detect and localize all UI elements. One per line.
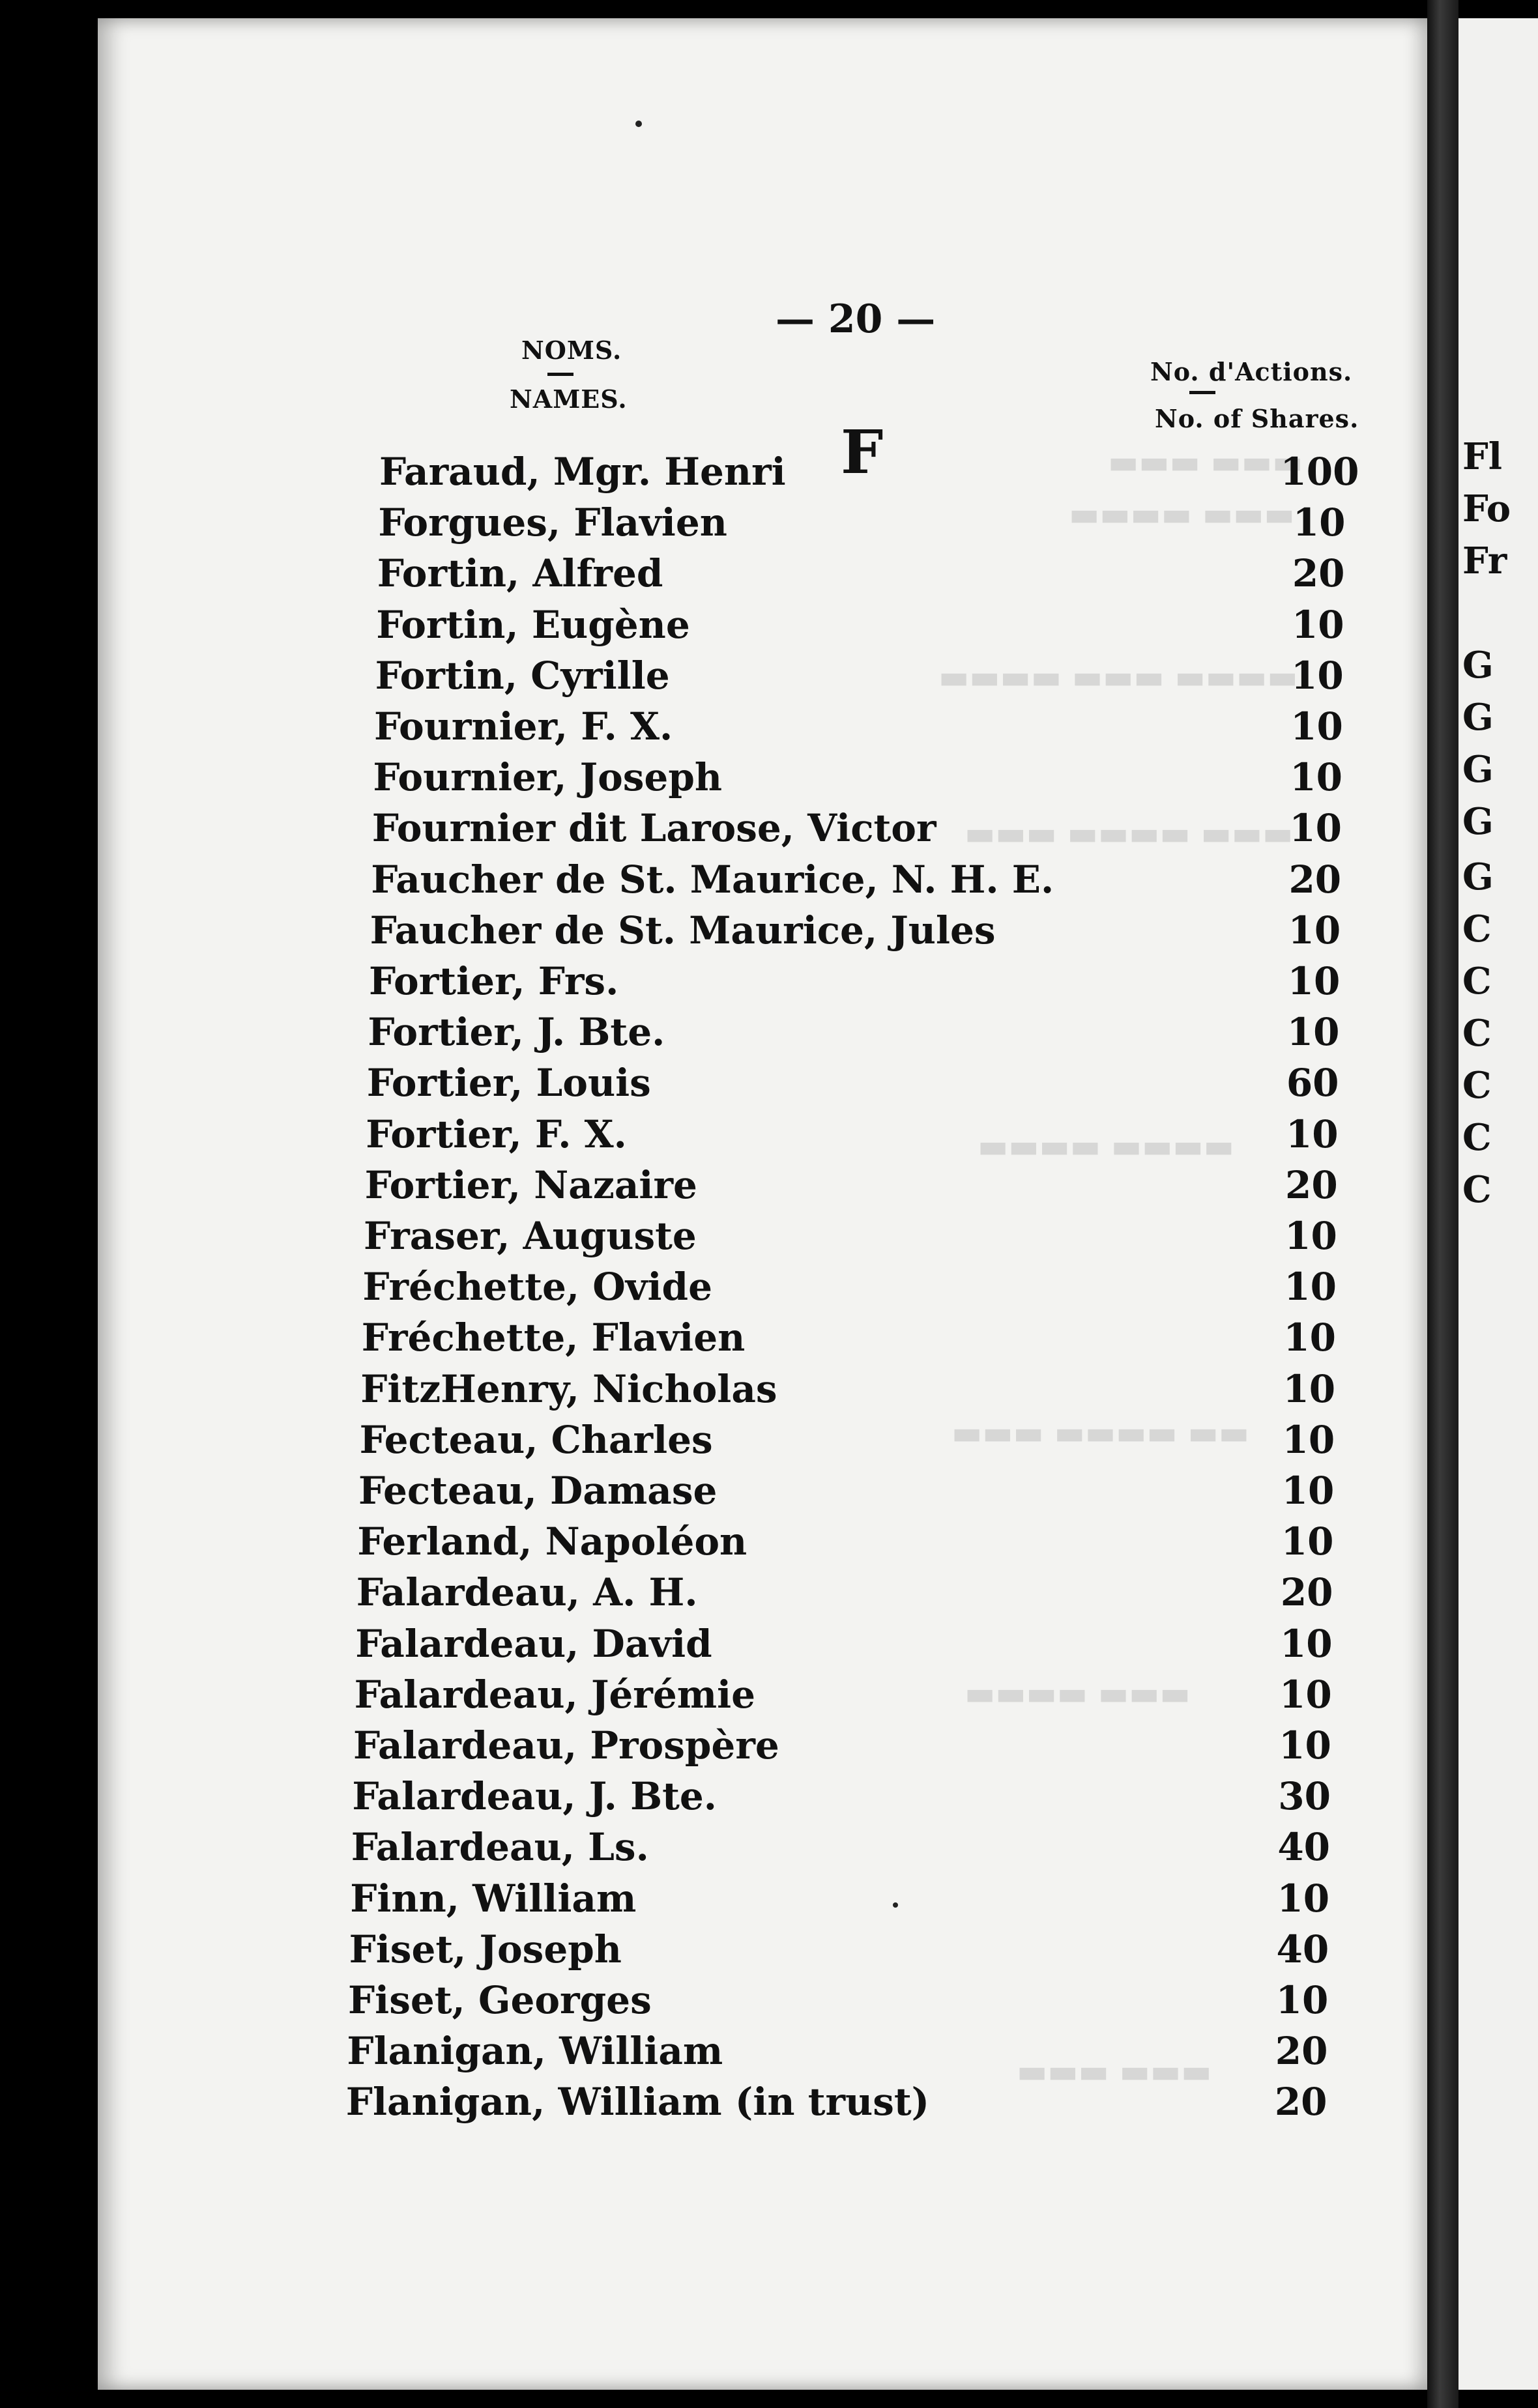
table-row: [0, 1622, 1427, 1672]
table-row: [0, 1010, 1427, 1061]
facing-text-fragment: Fl: [1462, 435, 1503, 478]
shareholder-name: FitzHenry, Nicholas: [360, 1366, 777, 1411]
shareholder-name: Falardeau, David: [355, 1621, 712, 1666]
table-row: [0, 2080, 1427, 2130]
shareholder-name: Falardeau, Prospère: [353, 1723, 779, 1768]
table-row: [0, 551, 1427, 602]
facing-text-fragment: G: [1462, 748, 1494, 791]
share-count: 60: [1286, 1061, 1339, 1106]
shareholder-name: Faucher de St. Maurice, N. H. E.: [371, 857, 1054, 902]
shareholder-name: Faraud, Mgr. Henri: [379, 450, 786, 494]
header-divider: [1189, 391, 1215, 394]
share-count: 10: [1292, 500, 1346, 545]
facing-text-fragment: C: [1462, 1116, 1492, 1159]
share-count: 10: [1284, 1214, 1337, 1258]
share-count: 20: [1285, 1162, 1338, 1207]
table-row: [0, 1570, 1427, 1621]
show-through-text: ▬▬▬▬ ▬▬▬: [965, 1674, 1191, 1712]
facing-text-fragment: C: [1462, 1064, 1492, 1107]
table-row: [0, 1774, 1427, 1825]
table-row: [0, 908, 1427, 959]
shareholder-name: Fréchette, Flavien: [361, 1315, 746, 1360]
table-row: [0, 1163, 1427, 1214]
shareholder-name: Forgues, Flavien: [378, 500, 727, 545]
facing-text-fragment: C: [1462, 908, 1492, 951]
table-row: [0, 1672, 1427, 1723]
table-row: [0, 1112, 1427, 1163]
share-count: 20: [1292, 551, 1345, 596]
shareholder-name: Fortier, Louis: [366, 1061, 651, 1106]
page-number: — 20 —: [776, 296, 936, 342]
shares-header-fr: No. d'Actions.: [1150, 357, 1353, 386]
facing-text-fragment: G: [1462, 696, 1494, 739]
table-row: [0, 959, 1427, 1010]
shareholder-name: Fortier, F. X.: [366, 1111, 627, 1156]
shareholder-name: Fecteau, Damase: [358, 1469, 718, 1513]
share-count: 10: [1282, 1417, 1335, 1462]
shareholder-name: Faucher de St. Maurice, Jules: [370, 908, 996, 953]
share-count: 10: [1283, 1366, 1336, 1411]
shareholder-name: Falardeau, A. H.: [356, 1570, 698, 1615]
header-divider: [547, 373, 573, 376]
share-count: 10: [1279, 1723, 1331, 1768]
table-row: [0, 1723, 1427, 1774]
show-through-text: ▬▬▬ ▬▬▬▬ ▬▬▬: [965, 814, 1294, 852]
facing-text-fragment: C: [1462, 1012, 1492, 1055]
names-header-en: NAMES.: [510, 384, 628, 414]
shareholder-name: Flanigan, William (in trust): [345, 2080, 930, 2125]
share-count: 20: [1275, 2029, 1328, 2074]
show-through-text: ▬▬▬▬ ▬▬▬ ▬▬▬▬: [938, 658, 1298, 696]
show-through-text: ▬▬▬ ▬▬▬▬ ▬▬: [951, 1414, 1249, 1452]
shareholder-name: Fréchette, Ovide: [362, 1265, 712, 1310]
table-row: [0, 653, 1427, 704]
print-speck: [635, 121, 642, 127]
shareholder-name: Flanigan, William: [347, 2029, 723, 2074]
table-row: [0, 1265, 1427, 1315]
shareholder-name: Fortier, J. Bte.: [368, 1010, 665, 1055]
share-count: 10: [1291, 653, 1344, 698]
table-row: [0, 2029, 1427, 2080]
share-count: 10: [1277, 1876, 1330, 1921]
shareholder-name: Fortin, Eugène: [376, 602, 690, 647]
facing-text-fragment: Fr: [1462, 539, 1507, 582]
facing-text-fragment: C: [1462, 960, 1492, 1003]
table-row: [0, 1367, 1427, 1418]
shareholder-name: Fournier, Joseph: [373, 755, 723, 800]
shareholder-name: Fournier dit Larose, Victor: [371, 806, 936, 851]
shares-header-en: No. of Shares.: [1155, 404, 1359, 433]
table-row: [0, 1519, 1427, 1570]
shareholder-name: Fournier, F. X.: [374, 704, 673, 749]
table-row: [0, 1927, 1427, 1978]
shareholder-name: Falardeau, Ls.: [351, 1825, 649, 1870]
facing-page-fragment: [1458, 18, 1538, 2390]
table-row: [0, 1825, 1427, 1876]
show-through-text: ▬▬▬▬ ▬▬▬: [1069, 495, 1295, 533]
share-count: 10: [1279, 1621, 1333, 1666]
share-count: 10: [1288, 908, 1341, 953]
share-count: 10: [1281, 1469, 1335, 1513]
share-count: 10: [1283, 1315, 1337, 1360]
share-count: 100: [1280, 450, 1359, 494]
table-row: [0, 603, 1427, 653]
shareholder-name: Fraser, Auguste: [364, 1214, 697, 1258]
table-row: [0, 1061, 1427, 1111]
table-row: [0, 1978, 1427, 2029]
shareholder-name: Finn, William: [350, 1876, 637, 1921]
share-count: 10: [1286, 1010, 1340, 1055]
table-row: [0, 1418, 1427, 1469]
section-letter: F: [841, 417, 884, 487]
share-count: 20: [1288, 857, 1342, 902]
shareholder-name: Falardeau, J. Bte.: [352, 1774, 717, 1819]
share-count: 20: [1280, 1570, 1333, 1615]
share-count: 40: [1277, 1825, 1331, 1870]
facing-text-fragment: Fo: [1462, 487, 1511, 530]
share-count: 10: [1291, 602, 1344, 647]
share-count: 10: [1279, 1672, 1332, 1717]
shareholder-name: Fortier, Nazaire: [364, 1162, 697, 1207]
share-count: 10: [1290, 755, 1342, 800]
table-row: [0, 500, 1427, 551]
table-row: [0, 1214, 1427, 1265]
table-row: [0, 755, 1427, 806]
share-count: 10: [1281, 1519, 1334, 1564]
show-through-text: ▬▬▬ ▬▬▬: [1017, 2052, 1212, 2090]
shareholder-name: Fecteau, Charles: [359, 1417, 713, 1462]
table-row: [0, 450, 1427, 500]
shareholder-name: Fiset, Joseph: [349, 1927, 622, 1971]
table-row: [0, 1315, 1427, 1366]
share-count: 40: [1276, 1927, 1329, 1971]
facing-text-fragment: G: [1462, 644, 1494, 687]
share-count: 10: [1287, 959, 1341, 1003]
table-row: [0, 806, 1427, 857]
book-gutter: [1427, 0, 1458, 2408]
facing-text-fragment: G: [1462, 800, 1494, 843]
share-count: 10: [1284, 1265, 1337, 1310]
share-count: 30: [1278, 1774, 1331, 1819]
table-row: [0, 857, 1427, 908]
share-count: 20: [1274, 2080, 1328, 2125]
shareholder-name: Fiset, Georges: [348, 1978, 652, 2022]
share-count: 10: [1290, 704, 1343, 749]
shareholder-name: Fortier, Frs.: [369, 959, 619, 1003]
shareholder-name: Fortin, Alfred: [377, 551, 663, 596]
shareholder-name: Falardeau, Jérémie: [354, 1672, 756, 1717]
shareholder-name: Ferland, Napoléon: [357, 1519, 747, 1564]
share-count: 10: [1275, 1978, 1329, 2022]
show-through-text: ▬▬▬▬ ▬▬▬▬: [978, 1127, 1234, 1165]
table-row: [0, 1876, 1427, 1927]
names-header-fr: NOMS.: [521, 336, 622, 365]
table-row: [0, 704, 1427, 755]
show-through-text: ▬▬▬ ▬▬▬: [1108, 443, 1303, 481]
table-row: [0, 1469, 1427, 1519]
shareholder-name: Fortin, Cyrille: [375, 653, 670, 698]
share-count: 10: [1289, 806, 1342, 851]
share-count: 10: [1285, 1111, 1339, 1156]
facing-text-fragment: C: [1462, 1168, 1492, 1211]
facing-text-fragment: G: [1462, 855, 1494, 898]
